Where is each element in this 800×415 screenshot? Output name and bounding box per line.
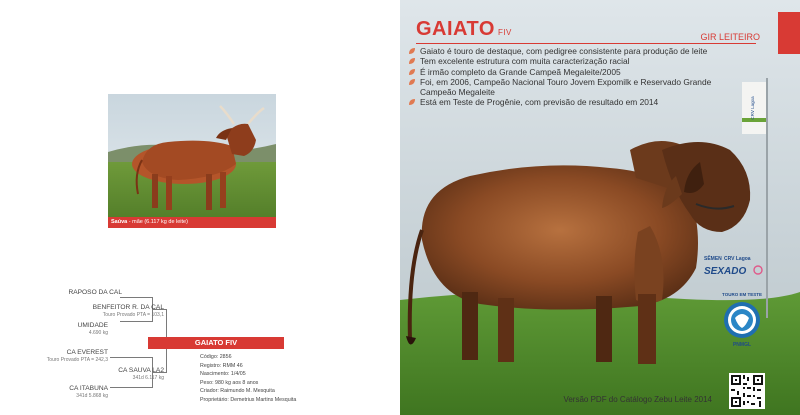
dam-caption-rest: - mãe (6.117 kg de leite) <box>127 219 188 225</box>
leaf-bullet-icon <box>408 47 416 55</box>
detail-breeder: Criador: Raimundo M. Mesquita <box>200 388 275 395</box>
seal-bottom-text: PNMGL <box>732 342 752 348</box>
semen-sexado-logo <box>702 250 764 280</box>
detail-birth: Nascimento: 1/4/05 <box>200 371 246 378</box>
feature-item <box>408 56 738 66</box>
feature-item <box>408 97 738 107</box>
feature-list <box>408 46 738 108</box>
detail-code: Código: 2856 <box>200 354 232 360</box>
leaf-bullet-icon <box>408 78 416 86</box>
pedigree-sire-sire: RAPOSO DA CAL <box>68 289 122 296</box>
pedigree-dam-dam-note: 341d 5.868 kg <box>76 393 108 399</box>
detail-registry: Registro: RMM 46 <box>200 362 243 369</box>
sexado-text: SEXADO <box>704 266 747 277</box>
dam-caption-name: Saúva <box>111 219 128 225</box>
pedigree-dam-dam: CA ITABUNA <box>69 385 108 392</box>
semen-text: SÊMEN <box>704 256 722 262</box>
title-text: GAIATO <box>416 18 495 40</box>
feature-item <box>408 77 738 98</box>
right-page <box>400 0 800 415</box>
feature-text: Gaiato é touro de destaque, com pedigree consistente para produção de leite <box>420 46 708 56</box>
flag-brand-text: CRV Lagoa <box>750 96 755 120</box>
progeny-test-seal <box>720 288 764 348</box>
feature-text: Foi, em 2006, Campeão Nacional Touro Jovem Expomilk e Reservado Grande Campeão Megaleite <box>420 76 712 98</box>
pedigree-dam-note: 341d 6.117 kg <box>132 375 164 381</box>
crv-flag-banner <box>736 78 770 318</box>
page-title <box>416 18 512 41</box>
pedigree-dam: CA SAUVA LA2 <box>118 367 164 374</box>
leaf-bullet-icon <box>408 57 416 65</box>
red-page-tab <box>778 12 800 54</box>
qr-code-icon[interactable] <box>729 373 765 409</box>
pedigree-sire-dam: UMIDADE <box>77 322 108 329</box>
detail-weight: Peso: 980 kg aos 8 anos <box>200 379 259 386</box>
seal-top-text: TOURO EM TESTE <box>722 292 762 297</box>
detail-owner: Proprietário: Demetrius Martins Mesquita <box>200 396 297 403</box>
pedigree-sire-note: Touro Provado PTA = 103,1 <box>102 312 164 318</box>
feature-text: Está em Teste de Progênie, com previsão de resultado em 2014 <box>420 97 659 108</box>
footer-text: Versão PDF do Catálogo Zebu Leite 2014 <box>563 395 712 404</box>
feature-item <box>408 67 738 77</box>
feature-text: Tem excelente estrutura com muita caracterização racial <box>420 56 630 67</box>
pedigree-sire: BENFEITOR R. DA CAL <box>92 304 164 311</box>
crv-brand-text: CRV Lagoa <box>724 256 751 262</box>
pedigree-dam-sire-note: Touro Provado PTA = 242,3 <box>46 357 108 363</box>
animal-name-bar: GAIATO FIV <box>148 337 284 349</box>
title-divider <box>416 43 756 44</box>
pedigree-dam-sire: CA EVEREST <box>66 349 108 356</box>
breed-label: GIR LEITEIRO <box>700 32 760 42</box>
animal-details <box>200 353 296 405</box>
pedigree-sire-dam-note: 4.690 kg <box>88 330 108 336</box>
title-suffix: FIV <box>497 28 512 37</box>
feature-text: É irmão completo da Grande Campeã Megaleite/2005 <box>420 66 621 77</box>
leaf-bullet-icon <box>408 68 416 76</box>
leaf-bullet-icon <box>408 98 416 106</box>
feature-item <box>408 46 738 56</box>
